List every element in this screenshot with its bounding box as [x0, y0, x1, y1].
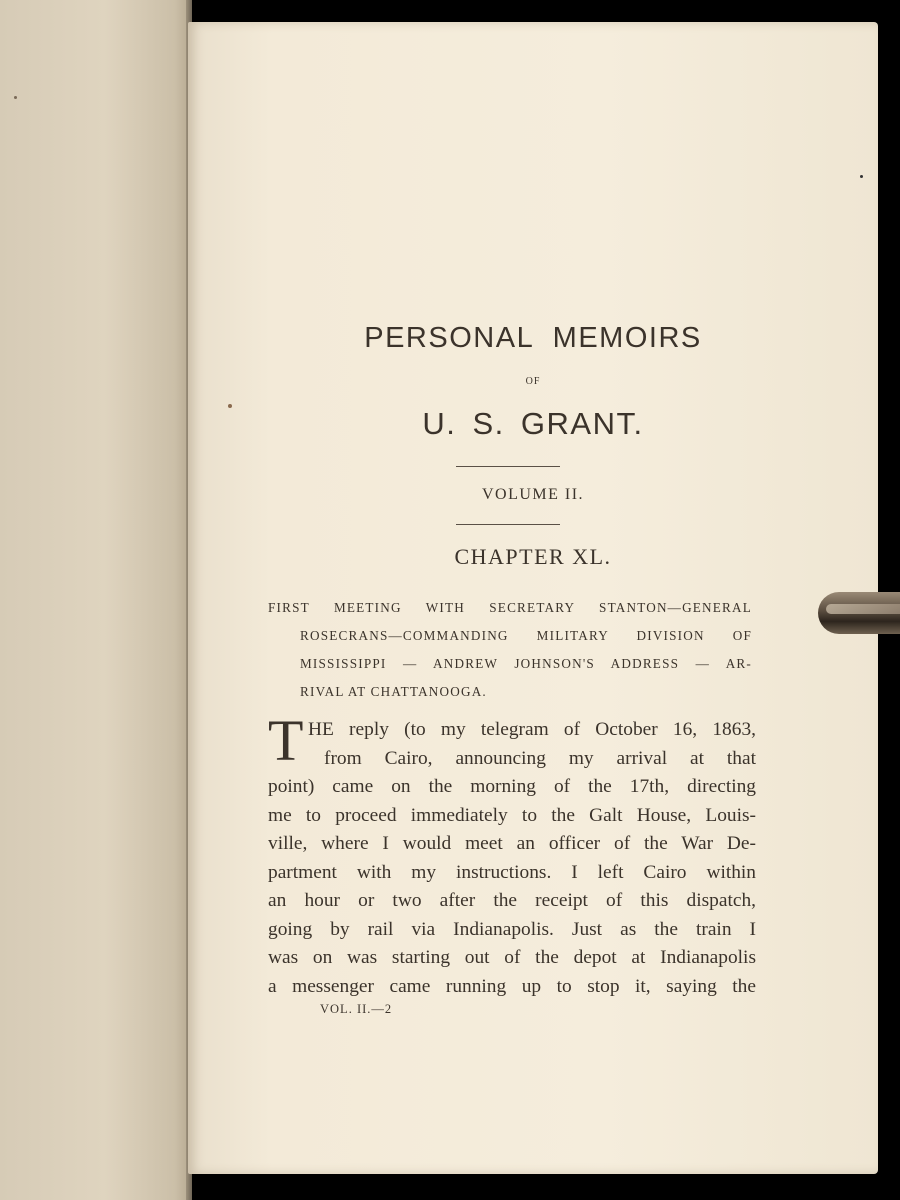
- book-author: U. S. GRANT.: [422, 406, 644, 441]
- left-page: [0, 0, 190, 1200]
- synopsis-line: MISSISSIPPI — ANDREW JOHNSON'S ADDRESS — AR-: [300, 656, 752, 671]
- divider-rule: [456, 466, 560, 467]
- drop-cap: T: [268, 708, 304, 773]
- synopsis-line: FIRST MEETING WITH SECRETARY STANTON—GENERAL: [268, 600, 752, 615]
- body-line: an hour or two after the receipt of this dispatch,: [268, 890, 756, 911]
- body-line: was on was starting out of the depot at Indianapolis: [268, 947, 756, 968]
- body-line: point) came on the morning of the 17th, directing: [268, 776, 756, 797]
- chapter-synopsis: [268, 594, 752, 706]
- body-line: from Cairo, announcing my arrival at that: [324, 747, 756, 769]
- divider-rule: [456, 524, 560, 525]
- volume-label: VOLUME II.: [481, 486, 585, 503]
- bookmark-ribbon: [818, 592, 900, 634]
- body-line: HE reply (to my telegram of October 16, 1863,: [308, 719, 756, 740]
- paper-fleck: [860, 175, 863, 178]
- book-title: PERSONAL MEMOIRS: [364, 322, 702, 354]
- paper-fleck: [14, 96, 17, 99]
- body-line: ville, where I would meet an officer of the War De-: [268, 833, 756, 854]
- title-of: OF: [525, 376, 541, 387]
- body-line: me to proceed immediately to the Galt House, Louis-: [268, 804, 756, 826]
- body-line: going by rail via Indianapolis. Just as the train I: [268, 918, 756, 940]
- body-line: partment with my instructions. I left Cairo within: [268, 861, 756, 883]
- body-line: a messenger came running up to stop it, saying the: [268, 975, 756, 997]
- signature-mark: VOL. II.—2: [320, 1002, 393, 1016]
- synopsis-line: ROSECRANS—COMMANDING MILITARY DIVISION OF: [300, 628, 752, 643]
- body-text: [268, 708, 756, 1001]
- chapter-heading: CHAPTER XL.: [454, 544, 612, 569]
- synopsis-line: RIVAL AT CHATTANOOGA.: [300, 684, 487, 699]
